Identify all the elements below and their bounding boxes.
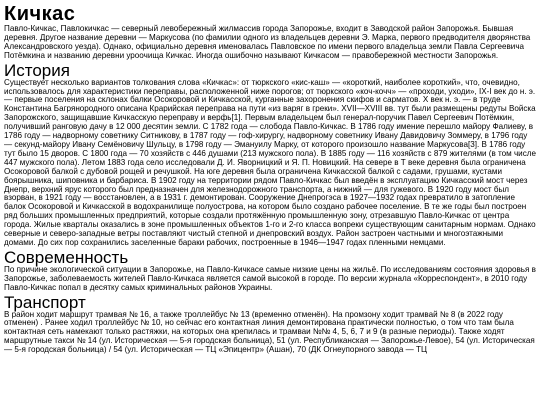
transport-paragraph: В район ходит маршрут трамвая № 16, а также троллейбус № 13 (временно отменён). На промзону ходит трамвай № 8 (в 2022 году отменен) . Ранее ходил троллейбус № 10, но сейчас его контактная линия демонтирована практически полностью, о том что там была контактная сеть намекают только растяжки, на которых она крепилась и трамваи №№ 4, 5, 6, 7 и 9 (в разные периоды). Также ходят маршрутные такси № 14 (ул. Историческая — 5-я городская больница), 51 (ул. Республиканская — Запорожье-Левое), 54 (ул. Историческая — 5-я городская больница) / 54 (ул. Историческая — ТЦ «Эпицентр» (Ашан), 70 (ДК Огнеупорного завода — ТЦ	[4, 309, 535, 355]
section-heading-history: История	[4, 60, 70, 80]
section-heading-transport: Транспорт	[4, 292, 86, 312]
article	[0, 3, 540, 355]
present-paragraph: По причине экологической ситуации в Запорожье, на Павло-Кичкасе самые низкие цены на жильё. По исследованиям состояния здоровья в Запорожье, заболеваемость жителей Павло-Кичкаса является самой высокой в городе. По версии журнала «Корреспондент», в 2010 году Павло-Кичкас попал в десятку самых криминальных районов Украины.	[4, 264, 536, 292]
intro-paragraph: Павло-Кичкас, Павлокичкас — северный левобережный жилмассив города Запорожье, входит в Заводской район Запорожья. Бывшая деревня. Другое название деревни — Маркусова (по фамилии одного из владельцев деревни Э. Марка, первого предводителя дворянства Александровского уезда). Однако, официально деревня именовалась Павловское по имени первого владельца земли Павла Сергеевича Потёмкина и названию деревни уроочища Кичкас. Иногда ошибочно называют Кичкасом — правобережной местности Запорожья.	[4, 24, 531, 60]
page-title: Кичкас	[4, 3, 76, 25]
section-heading-present: Современность	[4, 247, 129, 267]
history-paragraph: Существует несколько вариантов толкования слова «Кичкас»: от тюркского «кис-каш» — «короткий, наиболее короткий», что, очевидно, использовалось для характеристики переправы, расположенной ниже порогов; от тюркского «коч-кочч» — «проходи, уходи», IX-I век до н. э. — первые поселения на склонах балки Осокоровой и Кичкасской, курганные захоронения скифов и сарматов. X век н. э. — в труде Константина Багрянородного описана Крарийская переправа на пути «из варяг в греки». XVII—XVIII вв. тут были размещены редуты Войска Запорожского, защищавшие Кичкасскую переправу и верфь[1]. Первым владельцем был генерал-поручик Павел Сергеевич Потёмкин, получивший ранговую дачу в 12 000 десятин земли. С 1782 года — слобода Павло-Кичкас. В 1786 году имение перешло майору Фалиеву, в 1786 году — надворному советнику Ситникову, в 1787 году — гоф-хирургу, надворному советнику Ивану Давидовичу Зоммеру, в 1796 году — секунд-майору Ивану Семёновичу Шульцу, в 1798 году — Эмануилу Марку, от которого произошло название Маркусова[3]. В 1786 году тут было 15 дворов. С 1800 года — 70 хозяйств с 446 душами (213 мужского пола). В 1885 году — 116 хозяйств с 879 жителями (в том числе 447 мужского пола). Летом 1883 года село исследовали Д. И. Яворницкий и Я. П. Новицкий. На севере в Т веке деревня была ограничена Осокоровой балкой с дубовой рощей и речушкой. На юге деревня была ограничена Кичкасской балкой с садами, грушами, кустами боярышника, шиповника и барбариса. В 1902 году на территории рядом Павло-Кичкас был введён в эксплуатацию Кичкасский мост через Днепр, верхний ярус которого был предназначен для железнодорожного транспорта, а нижний — для гужевого. В 1920 году мост был взорван, в 1921 году — восстановлен, а в 1931 г. демонтирован. Сооружение Днепрогэса в 1927—1932 годах превратило в затопление балок Осокоровой и Кичкасской в водохранилище полуострова, на котором было создано рабочее поселение. В те же годы был построен ряд больших промышленных предприятий, которые создали протяжённую промышленную зону, отрезавшую Павло-Кичкас от центра города. Жилые кварталы оказались в зоне промышленных объектов 1-го и 2-го класса вопреки существующим санитарным нормам. Однако северные и северо-западные ветры поставляют чистый степной и днепровский воздух. Район застроен частными и многоэтажными домами. До сих пор сохранились заселенные бараки рабочих, построенные в 1946—1947 годах пленными немцами.	[4, 77, 536, 247]
